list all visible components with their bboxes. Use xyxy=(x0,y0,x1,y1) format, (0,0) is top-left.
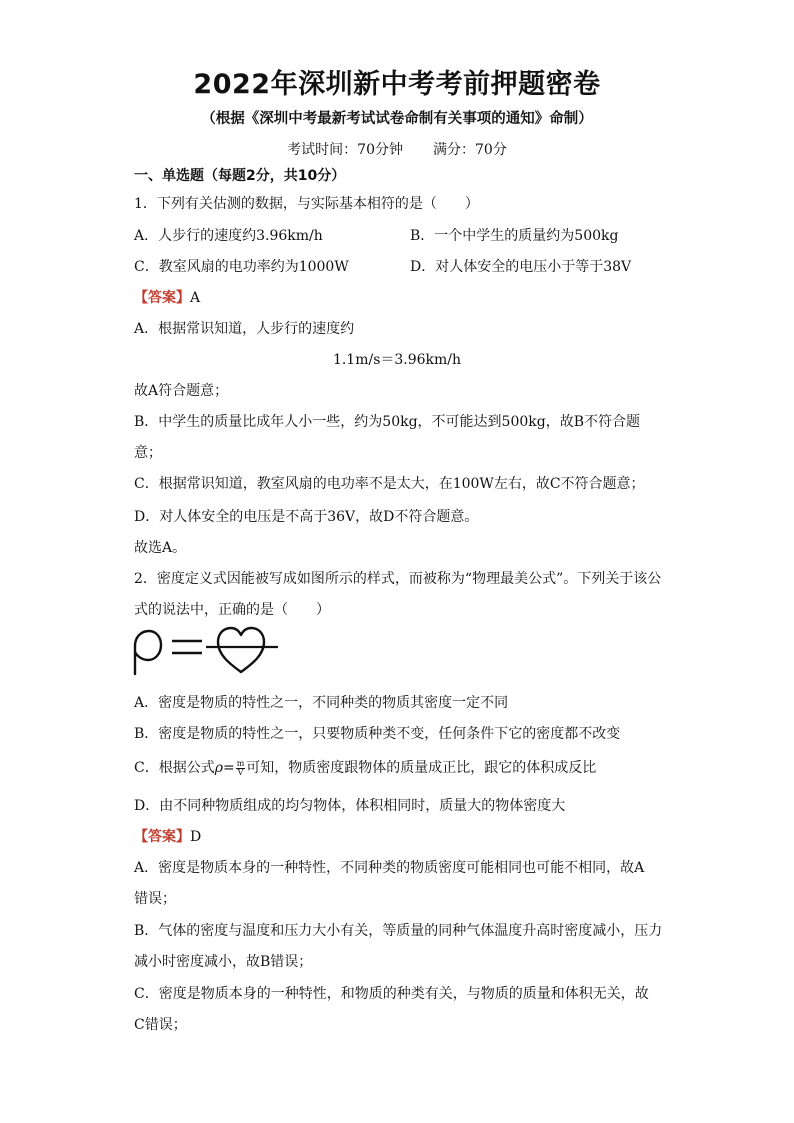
q2-explanation-line: B．气体的密度与温度和压力大小有关，等质量的同种气体温度升高时密度减小，压力 xyxy=(134,923,663,939)
exam-info xyxy=(0,139,794,159)
full-score: 满分：70分 xyxy=(433,142,507,158)
q1-option-b: B．一个中学生的质量约为500kg xyxy=(410,228,619,244)
q1-explanation-line: A．根据常识知道，人步行的速度约 xyxy=(134,321,355,337)
rho-equals-heart-icon xyxy=(130,622,280,678)
q2-explanation-line: 错误； xyxy=(134,891,176,907)
answer-value: D xyxy=(190,829,202,845)
q1-explanation-line: 意； xyxy=(134,445,162,461)
q1-explanation-line: D．对人体安全的电压是不高于36V，故D不符合题意。 xyxy=(134,509,479,525)
q2-explanation-line: A．密度是物质本身的一种特性，不同种类的物质密度可能相同也可能不相同，故A xyxy=(134,860,645,876)
q1-option-c: C．教室风扇的电功率约为1000W xyxy=(134,259,349,275)
answer-tag: 【答案】 xyxy=(134,829,190,845)
q2-stem: 2．密度定义式因能被写成如图所示的样式，而被称为“物理最美公式”。下列关于该公 xyxy=(134,571,662,587)
fraction-m-over-v: $\frac{m}{V}$ xyxy=(236,758,245,777)
q1-option-d: D．对人体安全的电压小于等于38V xyxy=(410,259,632,275)
q1-stem: 1．下列有关估测的数据，与实际基本相符的是（ ） xyxy=(134,196,479,212)
answer-tag: 【答案】 xyxy=(134,290,190,306)
q1-explanation-line: B．中学生的质量比成年人小一些，约为50kg，不可能达到500kg，故B不符合题 xyxy=(134,414,641,430)
q2-option-b: B．密度是物质的特性之一，只要物质种类不变，任何条件下它的密度都不改变 xyxy=(134,726,621,742)
q1-answer xyxy=(134,287,200,307)
answer-value: A xyxy=(190,290,201,306)
page-title: 2022年深圳新中考考前押题密卷 xyxy=(193,69,601,100)
q1-equation: 1.1m/s＝3.96km/h xyxy=(332,352,462,368)
q1-explanation-line: 故选A。 xyxy=(134,540,187,556)
exam-time: 考试时间：70分钟 xyxy=(287,142,403,158)
q2-explanation-line: C．密度是物质本身的一种特性，和物质的种类有关，与物质的质量和体积无关，故 xyxy=(134,986,649,1002)
q1-explanation-line: 故A符合题意； xyxy=(134,383,229,399)
q2-option-d: D．由不同种物质组成的均匀物体，体积相同时，质量大的物体密度大 xyxy=(134,798,566,814)
q1-explanation-line: C．根据常识知道，教室风扇的电功率不是太大，在100W左右，故C不符合题意； xyxy=(134,476,645,492)
q1-option-a: A．人步行的速度约3.96km/h xyxy=(134,228,323,244)
q2-stem: 式的说法中，正确的是（ ） xyxy=(134,602,330,618)
q2-answer xyxy=(134,826,201,846)
page-subtitle: （根据《深圳中考最新考试试卷命制有关事项的通知》命制） xyxy=(201,111,593,127)
section-heading: 一、单选题（每题2分，共10分） xyxy=(134,168,346,184)
q2-option-a: A．密度是物质的特性之一，不同种类的物质其密度一定不同 xyxy=(134,695,509,711)
q2-option-c: C．根据公式ρ= $\frac{m}{V}$ 可知，物质密度跟物体的质量成正比，跟它的体积成反比 xyxy=(134,758,597,777)
q2-explanation-line: 减小时密度减小，故B错误； xyxy=(134,954,313,970)
q2-explanation-line: C错误； xyxy=(134,1017,187,1033)
